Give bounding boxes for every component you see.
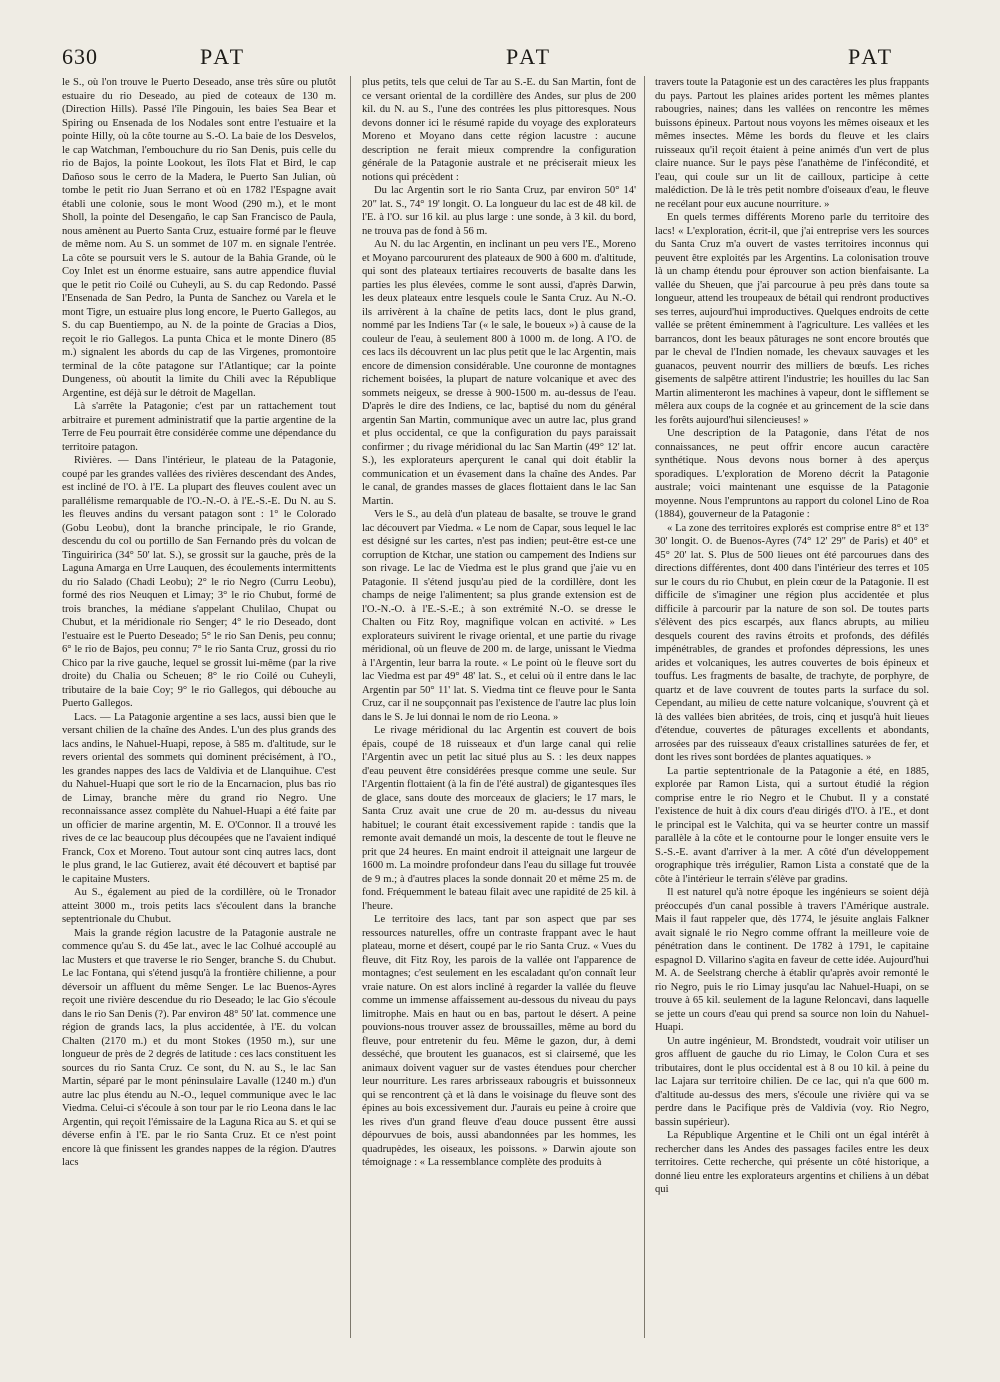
page-number: 630	[62, 44, 98, 69]
paragraph: Une description de la Patagonie, dans l'état de nos connaissances, ne peut offrir encore aucun caractère synthétique. Nous devons nous borner à des aperçus sporadiques. L'exploration de Moreno décrit la Patagonie australe; voici maintenant une esquisse de la Patagonie moyenne. Nous l'empruntons au rapport du colonel Lino de Roa (1884), gouverneur de la Patagonie :	[655, 428, 929, 520]
header-word-left: PAT	[200, 44, 247, 69]
paragraph: Vers le S., au delà d'un plateau de basalte, se trouve le grand lac découvert par Viedma. « Le nom de Capar, sous lequel le lac est désigné sur les cartes, n'est pas indien; peut-être est-ce une corruption de Ktchar, une station ou campement des Indiens sur son rivage. Le lac de Viedma est le plus grand que j'aie vu en Patagonie. Il s'étend jusqu'au pied de la cordillère, dont les champs de neige l'alimentent; sa plus grande extension est de l'O.-N.-O. à l'E.-S.-E.; à son extrémité N.-O. se dresse le Chalten ou Fitz Roy, magnifique volcan en activité. » Les explorateurs suivirent le rivage oriental, et une partie du rivage méridional, où un fleuve de 200 m. de large, unissant le Viedma à l'Argentin, leur barra la route. « Le point où le fleuve sort du lac Viedma est par 49° 48' lat. S., et celui où il entre dans le lac Argentin par 50° 11' lat. S. Viedma tint ce fleuve pour le Santa Cruz, car il ne soupçonnait pas l'existence de l'autre lac plus loin dans le S. Je lui donnai le nom de rio Leona. »	[362, 509, 636, 723]
paragraph: Il est naturel qu'à notre époque les ingénieurs se soient déjà préoccupés d'un canal possible à travers l'Amérique australe. Mais il faut rappeler que, dès 1774, le jésuite anglais Falkner avait signalé le rio Negro comme offrant la meilleure voie de pénétration dans le continent. De 1782 à 1791, le capitaine espagnol D. Villarino s'agita en faveur de cette idée. Aujourd'hui M. A. de Seelstrang cherche à établir qu'après avoir remonté le rio Negro, puis le rio Limay jusqu'au lac Nahuel-Huapi, on se trouve à 65 kil. seulement de la lagune Reloncavi, dans laquelle se jette un cours d'eau qui prend sa source non loin du Nahuel-Huapi.	[655, 887, 929, 1033]
paragraph: Mais la grande région lacustre de la Patagonie australe ne commence qu'au S. du 45e lat., avec le lac Colhué accouplé au lac Musters et que traverse le rio Senger, branche S. du Chubut. Le lac Fontana, qui s'étend jusqu'à la frontière chilienne, a pour déversoir un affluent du même Senger. Le lac Buenos-Ayres reçoit une rivière descendue du rio Deseado; le lac Gio s'écoule dans le rio San Denis (?). Par environ 48° 50' lat. commence une région de grands lacs, la plus accidentée, à l'E. du volcan Chalten (2170 m.) et du mont Stokes (1950 m.), sur une longueur de près de 2 degrés de latitude : ces lacs constituent les sources du rio Santa Cruz. Ce sont, du N. au S., le lac San Martin, séparé par le mont péninsulaire Lavalle (1240 m.) d'un autre lac plus étendu au N.-O., lequel communique avec le lac Viedma. Celui-ci s'écoule à son tour par le rio Leona dans le lac Argentin, qui reçoit l'émissaire de la Laguna Rica au S. et qui se déverse enfin à l'E. par le rio Santa Cruz. Et ce n'est point encore là que finissent les grandes nappes de la région. D'autres lacs	[62, 927, 336, 1168]
paragraph: Le territoire des lacs, tant par son aspect que par ses ressources naturelles, offre un contraste frappant avec le haut plateau, morne et désert, coupé par le rio Santa Cruz. « Vues du fleuve, dit Fitz Roy, les parois de la vallée ont l'apparence de montagnes; c'est seulement en les escaladant qu'on connaît leur vraie nature. On est alors incliné à regarder la vallée du fleuve comme un immense affaissement au-dessous du niveau du pays limitrophe. Mais en haut ou en bas, partout le désert. A peine pouvions-nous trouver assez de broussailles, même au bord du fleuve, pour entretenir du feu. Même le gazon, dur, à demi desséché, que broutent les guanacos, est si clairsemé, que les animaux doivent vaguer sur de vastes étendues pour chercher leur nourriture. Les rares arbrisseaux rabougris et buissonneux qui se rencontrent çà et là dans le voisinage du fleuve sont des épines au bois excessivement dur. J'aurais eu peine à croire que les rives d'un grand fleuve d'eau douce pussent être aussi dépourvues de bois, aussi abandonnées par les hommes, les quadrupèdes, les oiseaux, les poissons. » Darwin ajoute son témoignage : « La ressemblance complète des produits à	[362, 914, 636, 1168]
paragraph: le S., où l'on trouve le Puerto Deseado, anse très sûre ou plutôt estuaire du rio Deseado, au pied de coteaux de 130 m. (Direction Hills). Passé l'île Pingouin, les baies Sea Bear et Spiring ou Ensenada de los Nodales sont entre l'estuaire et la pointe Hilly, où la côte tourne au S.-O. La baie de los Desvelos, le cap Watchman, l'embouchure du rio San Denis, puis celle du rio de Bajos, la pointe Lookout, les îlots Flat et Bird, le cap Dañoso sous le cerro de la Madera, le Puerto San Julian, où tombe le petit rio Juan Serrano et où en 1782 l'Espagne avait établi une colonie, sous le mont Wood (290 m.), et le mont Sholl, la pointe del Desengaño, le cap San Francisco de Paula, nous amènent au Puerto Santa Cruz, estuaire formé par le fleuve de même nom. Au S. un sommet de 107 m. en signale l'entrée. La côte se poursuit vers le S. autour de la Bahia Grande, où le Coy Inlet est un énorme estuaire, sans autre appendice fluvial que le petit rio Coilé ou Cuheyli, au S. du cap Redondo. Passé l'Ensenada de San Pedro, la Punta de Sanchez ou Varela et le mont Tigre, un estuaire plus long encore, le Puerto Gallegos, au S. du cap Buentiempo, au N. de la pointe de Gracias a Dios, reçoit le rio Gallegos. La punta Chica et le monte Dinero (85 m.) signalent les abords du cap de las Virgenes, promontoire terminal de la côte patagone sur l'Atlantique; car la pointe Dungeness, où aboutit la limite du Chili avec la République Argentine, est déjà sur le détroit de Magellan.	[62, 77, 336, 399]
paragraph: plus petits, tels que celui de Tar au S.-E. du San Martin, font de ce versant oriental de la cordillère des Andes, sur plus de 200 kil. du N. au S., l'une des contrées les plus pittoresques. Nous devons donner ici le résumé rapide du voyage des explorateurs Moreno et Moyano dans cette région lacustre : aucune description ne ferait mieux comprendre la configuration générale de la Patagonie australe et ne préciserait mieux les notions qui précèdent :	[362, 77, 636, 183]
paragraph: Le rivage méridional du lac Argentin est couvert de bois épais, coupé de 18 ruisseaux et d'un large canal qui relie l'Argentin avec un petit lac situé plus au S. : les deux nappes d'eau peuvent être considérées presque comme une seule. Sur l'Argentin flottaient (à la fin de l'été austral) de gigantesques îles de glace, sans doute des morceaux de glaciers; le 17 mars, le Santa Cruz avait une crue de 20 m. au-dessus du niveau habituel; le courant était excessivement rapide : tandis que la remonte avait demandé un mois, la descente de tout le fleuve ne prit que 24 heures. En maint endroit il atteignait une largeur de 1600 m. La moindre profondeur dans l'eau du sillage fut trouvée de 9 m.; à d'autres places la sonde donnait 20 et même 25 m. de fond. Fréquemment le bateau filait avec une rapidité de 25 kil. à l'heure.	[362, 725, 636, 912]
header-word-center: PAT	[506, 44, 553, 69]
paragraph: Du lac Argentin sort le rio Santa Cruz, par environ 50° 14' 20" lat. S., 74° 19' longit. O. La longueur du lac est de 48 kil. de l'E. à l'O. sur 16 kil. au plus large : une sonde, à 3 kil. du bord, ne trouva pas de fond à 56 m.	[362, 185, 636, 237]
paragraph: Au N. du lac Argentin, en inclinant un peu vers l'E., Moreno et Moyano parcoururent des plateaux de 900 à 600 m. d'altitude, qui sont des plateaux tertiaires recouverts de basalte dans les parties les plus élevées, comme le sont aussi, d'après Darwin, les deux plateaux entre lesquels coule le Santa Cruz. Au N.-O. ils arrivèrent à la chaîne de petits lacs, dont le plus grand, nommé par les Indiens Tar (« le sale, le boueux ») à cause de la couleur de l'eau, à seulement 800 à 1000 m. de long. A l'O. de ces lacs ils découvrent un lac plus petit que le lac Argentin, mais encore de dimension considérable. Une couronne de montagnes richement boisées, la plupart de nature volcanique et avec des sommets neigeux, se dresse à 900-1500 m. au-dessus de l'eau. D'après le dire des Indiens, ce lac, baptisé du nom du général argentin San Martin, communique avec un autre lac, plus grand et plus occidental, ce que la configuration du pays paraissait confirmer ; du rivage méridional du lac San Martin (49° 12' lat. S.), les explorateurs aperçurent le canal qui doit établir la communication et un évasement dans la chaîne des Andes. Par le canal, de grandes masses de glaces flottaient dans le lac San Martin.	[362, 239, 636, 507]
paragraph: Lacs. — La Patagonie argentine a ses lacs, aussi bien que le versant chilien de la chaîne des Andes. L'un des plus grands des lacs andins, le Nahuel-Huapi, repose, à 585 m. d'altitude, sur le revers oriental des sommets qui dominent précisément, à l'O., les grandes nappes des lacs de Valdivia et de Llanquihue. C'est du Nahuel-Huapi que sort le rio de la Encarnacion, plus bas rio de Limay, branche mère du grand rio Negro. Une reconnaissance assez complète du Nahuel-Huapi a été faite par un officier de marine argentin, M. E. O'Connor. Il a trouvé les rives de ce lac beaucoup plus découpées que ne l'avaient indiqué Franck, Cox et Moreno. Tout autour sont cinq autres lacs, dont le plus grand, le lac Gutierez, avait été découvert et baptisé par le capitaine Musters.	[62, 711, 336, 885]
column-divider	[350, 76, 351, 1338]
paragraph: « La zone des territoires explorés est comprise entre 8° et 13° 30' longit. O. de Buenos-Ayres (74° 12' 29" de Paris) et 40° et 45° 20' lat. S. Plus de 500 lieues ont été parcourues dans des directions différentes, dont 400 dans l'intérieur des terres et 105 sur le cours du rio Chubut, en plein cœur de la Patagonie. Il est difficile de s'imaginer une région plus accidentée et plus difficile à parcourir par la nature de son sol. De toutes parts s'élèvent des pics escarpés, aux flancs abrupts, au milieu desquels courent des ravins étroits et profonds, des défilés impénétrables, de grandes et profondes dépressions, les unes arides et volcaniques, les autres couvertes de bois épineux et touffus. Les fragments de basalte, de trachyte, de porphyre, de quartz et de lave couvrent de toutes parts la surface du sol. Cependant, au milieu de cette nature volcanique, s'ouvrent çà et là des vallées bien abritées, de trois, cinq et jusqu'à huit lieues d'étendue, couvertes de pâturages excellents et abondants, arrosées par des ruisseaux d'eaux cristallines saturées de fer, et dont les rives sont bordées de plantes aquatiques. »	[655, 522, 929, 763]
paragraph: Un autre ingénieur, M. Brondstedt, voudrait voir utiliser un gros affluent de gauche du rio Limay, le Colon Cura et ses tributaires, dont le plus occidental est à 8 ou 10 kil. à peine du lac Lajara sur territoire chilien. De ce lac, qui n'a que 600 m. d'altitude au-dessus des mers, s'écoule une rivière qui va se perdre dans le Pacifique près de Valdivia (voy. Rio Negro, bassin supérieur).	[655, 1035, 929, 1128]
header-word-right: PAT	[848, 44, 895, 69]
paragraph: Au S., également au pied de la cordillère, où le Tronador atteint 3000 m., trois petits lacs s'écoulent dans la branche septentrionale du Chubut.	[62, 887, 336, 925]
column-divider	[644, 76, 645, 1338]
text-column-3	[655, 76, 929, 1346]
text-column-1	[62, 76, 336, 1346]
running-header	[62, 38, 942, 78]
paragraph: La République Argentine et le Chili ont un égal intérêt à rechercher dans les Andes des passages faciles entre les deux territoires. Cette recherche, qui présente un côté historique, a donné lieu entre les explorateurs argentins et chiliens à un débat qui	[655, 1130, 929, 1195]
paragraph: La partie septentrionale de la Patagonie a été, en 1885, explorée par Ramon Lista, qui a surtout étudié la région comprise entre le rio Negro et le Chubut. Il y a constaté l'existence de huit à dix cours d'eau dirigés d'l'O. à l'E., et dont le principal est le Valchita, qui va se heurter contre un massif parallèle à la côte et le contourne pour le longer ensuite vers le S.-S.-E. avant d'arriver à la mer. A côté d'un développement orographique très irrégulier, Ramon Lista a constaté que de la côte à l'intérieur le terrain s'élève par gradins.	[655, 765, 929, 885]
paragraph: Rivières. — Dans l'intérieur, le plateau de la Patagonie, coupé par les grandes vallées des rivières descendant des Andes, est incliné de l'O. à l'E. La plupart des fleuves coulent avec un parallélisme remarquable de l'O.-N.-O. à l'E.-S.-E. Du N. au S. les fleuves andins du versant patagon sont : 1° le Colorado (Gobu Leobu), dont la branche principale, le rio Grande, descendu du col ou portillo de San Fernando près du volcan de Tinguiririca (34° 50' lat. S.), se grossit sur la gauche, près de la Laguna Amarga en Urre Lauquen, des écoulements intermittents du rio Salado (Chadi Leobu); 2° le rio Negro (Curru Leobu), formé des rios Neuquen et Limay; 3° le rio Chubut, formé de trois branches, la médiane s'appelant Chulilao, Chupat ou Chubut, et la méridionale rio Senger; 4° le rio Deseado, dont l'estuaire est le Puerto Deseado; 5° le rio San Denis, peu connu; 6° le rio de Bajos, peu connu; 7° le rio Santa Cruz, grossi du rio Chico par la rive gauche, lequel se grossit lui-même (par la rive droite) du Chalia ou Scheuen; 8° le rio Coilé ou Cuheyli, tributaire de la baie Coy; 9° le rio Gallegos, qui débouche au Puerto Gallegos.	[62, 455, 336, 709]
paragraph: En quels termes différents Moreno parle du territoire des lacs! « L'exploration, écrit-il, que j'ai entreprise vers les sources du Santa Cruz m'a ouvert de vastes territoires inconnus qui peuvent être exploités par les Argentins. La colonisation trouve là un champ étendu pour éprouver son action bienfaisante. La vallée du Sheuen, que j'ai parcourue à peu près dans toute sa longueur, attend les troupeaux de bétail qui rendront productives ses terres, aujourd'hui improductives. Quelques endroits de cette vallée se prêtent éminemment à l'agriculture. Les vallées et les barrancos, dont les beaux pâturages ne sont encore broutés que par le cheval de l'Indien nomade, les chevaux sauvages et les guanacos, peuvent nourrir des milliers de bœufs. Les riches gisements de salpêtre attirent l'industrie; les houilles du lac San Martin alimenteront les machines à vapeur, dont le sifflement se mêlera aux coups de la cognée et au grincement de la scie dans les forêts aujourd'hui silencieuses! »	[655, 212, 929, 426]
paragraph: travers toute la Patagonie est un des caractères les plus frappants du pays. Partout les plaines arides portent les mêmes plantes rabougries, naines; dans les vallées on rencontre les mêmes buissons épineux. Partout nous voyons les mêmes oiseaux et les mêmes insectes. Même les bords du fleuve et les clairs ruisseaux qu'il reçoit étaient à peine animés d'un vert de plus claire nuance. Sur le pays pèse l'anathème de l'infécondité, et l'eau, qui coule sur un lit de cailloux, participe à cette malédiction. De là le très petit nombre d'oiseaux d'eau, le fleuve ne recélant pour eux aucune nourriture. »	[655, 77, 929, 210]
text-column-2	[362, 76, 636, 1346]
paragraph: Là s'arrête la Patagonie; c'est par un rattachement tout arbitraire et purement administratif que la partie argentine de la Terre de Feu pourrait être considérée comme une dépendance du territoire patagon.	[62, 401, 336, 453]
